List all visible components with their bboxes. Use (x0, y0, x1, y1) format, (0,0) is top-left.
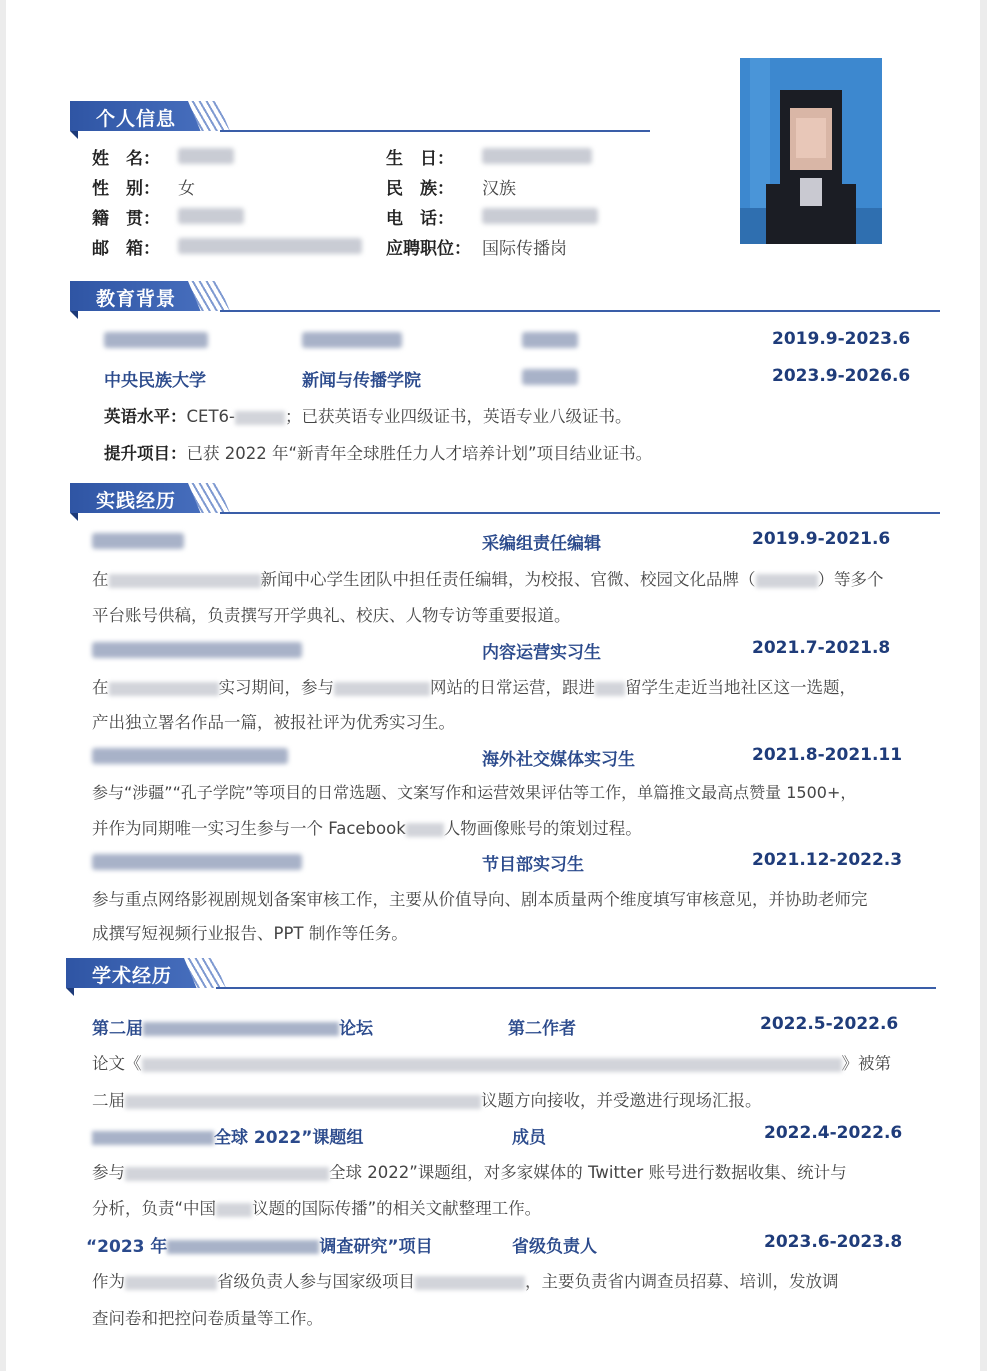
practice-desc-3-line1: 参与“涉疆”“孔子学院”等项目的日常选题、文案写作和运营效果评估等工作，单篇推文最高点赞量 1500+， (92, 783, 857, 802)
section-header-practice (70, 483, 950, 517)
section-title: 实践经历 (96, 490, 177, 512)
redacted-email (178, 238, 362, 254)
practice-date-2: 2021.7-2021.8 (752, 638, 891, 658)
academic-desc-2-line1 (92, 1159, 847, 1183)
redacted-degree-1 (522, 332, 578, 348)
edu-college-2: 新闻与传播学院 (302, 371, 421, 391)
academic-name-1 (92, 1014, 373, 1039)
text-part: “2023 年 (86, 1237, 168, 1257)
academic-desc-2-line2 (92, 1195, 541, 1219)
academic-date-2: 2022.4-2022.6 (764, 1123, 903, 1143)
practice-desc-4-line2: 成撰写短视频行业报告、PPT 制作等任务。 (92, 924, 408, 943)
section-title: 教育背景 (96, 288, 177, 310)
section-header-academic (66, 958, 946, 992)
academic-role-1: 第二作者 (508, 1019, 576, 1039)
phone-label: 电 话： (386, 209, 454, 229)
edu-school-2: 中央民族大学 (104, 371, 206, 391)
practice-desc-4-line1: 参与重点网络影视剧规划备案审核工作，主要从价值导向、剧本质量两个维度填写审核意见，并协助老师完 (92, 890, 868, 909)
redacted-text (125, 1167, 329, 1181)
practice-role-2: 内容运营实习生 (482, 643, 601, 663)
edu-date-1: 2019.9-2023.6 (772, 329, 911, 349)
practice-desc-3-line2 (92, 815, 642, 839)
text-part: 调查研究”项目 (319, 1237, 433, 1257)
text-part: 议题方向接收，并受邀进行现场汇报。 (481, 1091, 762, 1110)
text-part: 参与 (92, 1163, 125, 1182)
academic-desc-1-line1 (92, 1050, 891, 1074)
position-value: 国际传播岗 (482, 239, 567, 259)
text-part: 在 (92, 570, 109, 589)
redacted-org-2 (92, 642, 302, 658)
academic-desc-3-line1 (92, 1268, 839, 1292)
text-part: 作为 (92, 1272, 125, 1291)
ethnicity-value: 汉族 (482, 179, 516, 199)
academic-date-3: 2023.6-2023.8 (764, 1232, 903, 1252)
pixelated-portrait-icon (740, 58, 882, 244)
academic-date-1: 2022.5-2022.6 (760, 1014, 899, 1034)
text-part: 论文《 (92, 1054, 142, 1073)
text-part: 二届 (92, 1091, 125, 1110)
academic-desc-3-line2: 查问卷和把控问卷质量等工作。 (92, 1309, 323, 1328)
practice-date-1: 2019.9-2021.6 (752, 529, 891, 549)
text-part: 新闻中心学生团队中担任责任编辑，为校报、官微、校园文化品牌（ (260, 570, 756, 589)
practice-desc-2-line1 (92, 674, 856, 698)
text-part: 并作为同期唯一实习生参与一个 Facebook (92, 819, 406, 838)
academic-name-2 (92, 1123, 363, 1148)
redacted-text (406, 823, 444, 837)
redacted-score (235, 411, 285, 425)
academic-role-3: 省级负责人 (512, 1237, 597, 1257)
section-title: 学术经历 (92, 965, 173, 987)
english-label: 英语水平： (104, 407, 187, 426)
redacted-college-1 (302, 332, 402, 348)
redacted-hometown (178, 208, 244, 224)
project-label: 提升项目： (104, 444, 187, 463)
practice-desc-1-line1 (92, 566, 884, 590)
resume-page (6, 0, 980, 1371)
redacted-org-3 (92, 748, 288, 764)
practice-date-3: 2021.8-2021.11 (752, 745, 903, 765)
redacted-text (109, 682, 219, 696)
section-header-personal (70, 101, 670, 135)
text-part: 网站的日常运营，跟进 (430, 678, 595, 697)
redacted-text (143, 1022, 339, 1036)
text-part: 在 (92, 678, 109, 697)
redacted-org-1 (92, 533, 184, 549)
text-part: 论坛 (339, 1019, 373, 1039)
academic-role-2: 成员 (512, 1128, 546, 1148)
english-level-line (104, 403, 631, 427)
english-text: CET6- (186, 407, 235, 426)
profile-photo (740, 58, 882, 244)
gender-label: 性 别： (92, 179, 160, 199)
redacted-text (142, 1058, 842, 1072)
edu-date-2: 2023.9-2026.6 (772, 366, 911, 386)
redacted-text (125, 1095, 481, 1109)
redacted-school-1 (104, 332, 208, 348)
text-part: 分析，负责“中国 (92, 1199, 217, 1218)
project-line (104, 440, 652, 464)
redacted-text (595, 682, 625, 696)
redacted-text (216, 1203, 252, 1217)
name-label: 姓 名： (92, 149, 160, 169)
text-part: 》被第 (841, 1054, 891, 1073)
text-part: 实习期间，参与 (218, 678, 334, 697)
redacted-text (125, 1276, 217, 1290)
practice-desc-2-line2: 产出独立署名作品一篇，被报社评为优秀实习生。 (92, 713, 455, 732)
practice-date-4: 2021.12-2022.3 (752, 850, 903, 870)
practice-desc-1-line2: 平台账号供稿，负责撰写开学典礼、校庆、人物专访等重要报道。 (92, 606, 571, 625)
text-part: 议题的国际传播”的相关文献整理工作。 (252, 1199, 542, 1218)
ethnicity-label: 民 族： (386, 179, 454, 199)
text-part: ）等多个 (817, 570, 884, 589)
hometown-label: 籍 贯： (92, 209, 160, 229)
redacted-degree-2 (522, 369, 578, 385)
practice-role-4: 节目部实习生 (482, 855, 584, 875)
redacted-text (109, 574, 261, 588)
redacted-text (334, 682, 430, 696)
section-header-education (70, 281, 950, 315)
redacted-text (167, 1240, 319, 1254)
text-part: 省级负责人参与国家级项目 (217, 1272, 415, 1291)
redacted-phone (482, 208, 598, 224)
redacted-org-4 (92, 854, 302, 870)
practice-role-3: 海外社交媒体实习生 (482, 750, 635, 770)
academic-desc-1-line2 (92, 1087, 762, 1111)
redacted-name (178, 148, 234, 164)
section-title: 个人信息 (96, 108, 177, 130)
text-part: 全球 2022”课题组，对多家媒体的 Twitter 账号进行数据收集、统计与 (329, 1163, 847, 1182)
email-label: 邮 箱： (92, 239, 160, 259)
birthday-label: 生 日： (386, 149, 454, 169)
text-part: ，主要负责省内调查员招募、培训，发放调 (525, 1272, 839, 1291)
redacted-text (756, 574, 818, 588)
text-part: 人物画像账号的策划过程。 (443, 819, 642, 838)
text-part: 留学生走近当地社区这一选题， (625, 678, 856, 697)
text-part: 第二届 (92, 1019, 143, 1039)
redacted-text (92, 1131, 214, 1145)
practice-role-1: 采编组责任编辑 (482, 534, 601, 554)
redacted-text (415, 1276, 525, 1290)
redacted-birthday (482, 148, 592, 164)
position-label: 应聘职位： (386, 239, 471, 259)
academic-name-3 (86, 1232, 433, 1257)
text-part: 全球 2022”课题组 (214, 1128, 364, 1148)
english-rest: ；已获英语专业四级证书，英语专业八级证书。 (284, 407, 632, 426)
gender-value: 女 (178, 179, 195, 199)
project-text: 已获 2022 年“新青年全球胜任力人才培养计划”项目结业证书。 (186, 444, 653, 463)
